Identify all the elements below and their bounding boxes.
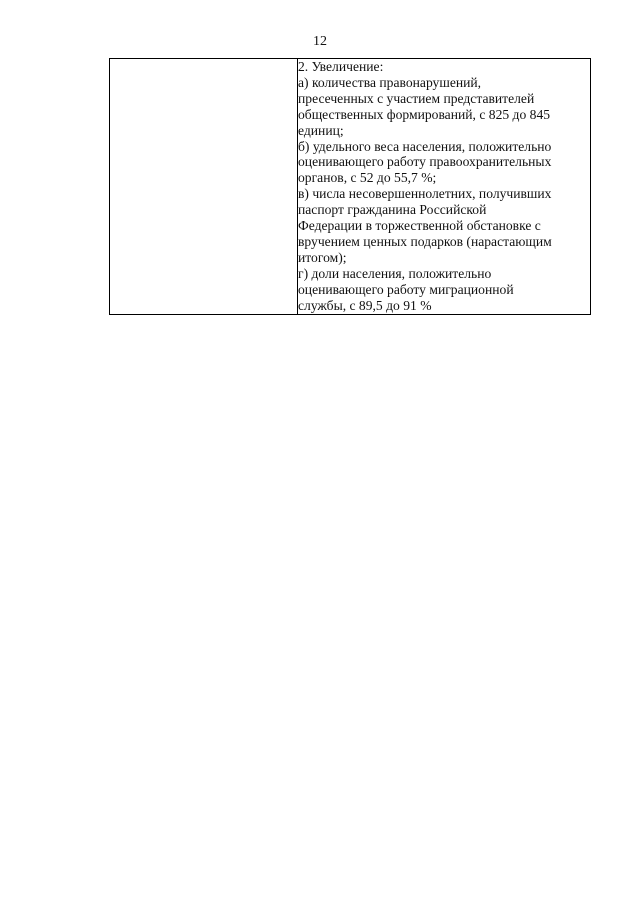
text-line: б) удельного веса населения, положительно (298, 138, 552, 154)
text-line: 2. Увеличение: (298, 59, 384, 74)
table-row (110, 59, 591, 315)
text-line: паспорт гражданина Российской (298, 202, 487, 218)
table-cell-empty (110, 59, 298, 315)
table-cell-indicators (298, 59, 591, 315)
page-number: 12 (313, 34, 327, 49)
indicator-table (109, 58, 591, 315)
text-line: Федерации в торжественной обстановке с (298, 218, 541, 234)
text-line: итогом); (298, 249, 347, 265)
text-line: единиц; (298, 122, 344, 138)
text-line: органов, с 52 до 55,7 %; (298, 170, 437, 186)
text-line: г) доли населения, положительно (298, 265, 492, 281)
text-line: в) числа несовершеннолетних, получивших (298, 186, 552, 202)
text-line: вручением ценных подарков (нарастающим (298, 233, 552, 249)
text-line: оценивающего работу правоохранительных (298, 154, 552, 170)
text-line: службы, с 89,5 до 91 % (298, 297, 432, 313)
text-line: а) количества правонарушений, (298, 74, 482, 90)
text-line: оценивающего работу миграционной (298, 281, 514, 297)
text-line: пресеченных с участием представителей (298, 90, 535, 106)
text-line: общественных формирований, с 825 до 845 (298, 106, 551, 122)
